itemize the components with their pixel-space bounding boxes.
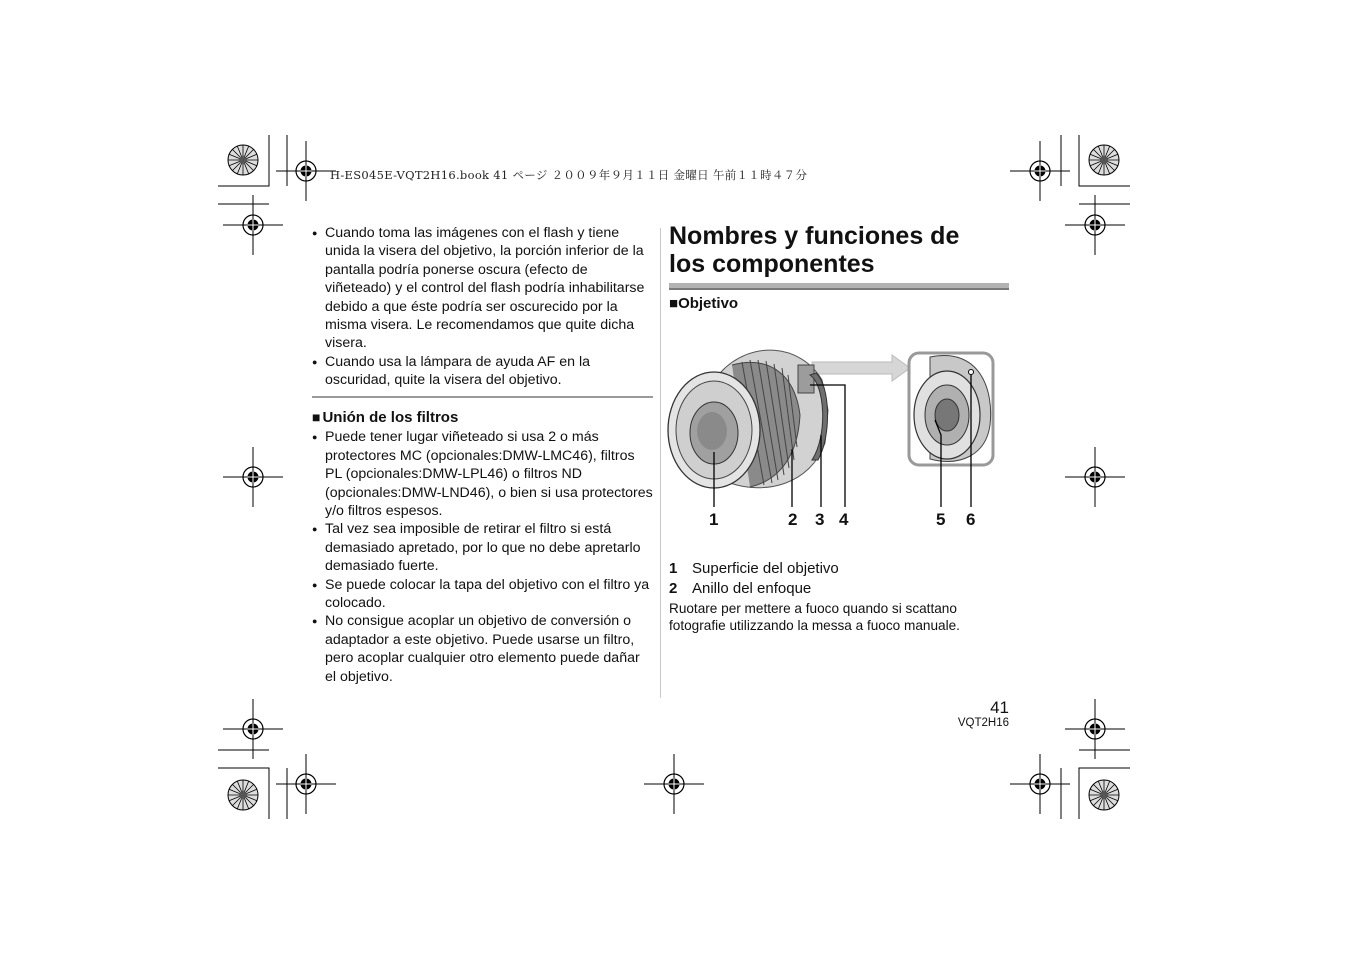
part-number: 1 [669, 560, 678, 577]
page-number: 41 [990, 698, 1009, 717]
filters-section [312, 408, 654, 686]
doc-code: VQT2H16 [957, 717, 1009, 729]
callout-label: 5 [936, 510, 946, 529]
page-title-line1: Nombres y funciones de [669, 222, 960, 250]
list-item: ● Se puede colocar la tapa del objetivo con el filtro ya colocado. [312, 576, 654, 613]
parts-list [669, 559, 1009, 634]
callout-label: 3 [815, 510, 825, 529]
part-description: Ruotare per mettere a fuoco quando si scattano fotografie utilizzando la messa a fuoco manuale. [669, 601, 960, 633]
callout-label: 4 [839, 510, 849, 529]
square-bullet-icon: ■ [669, 295, 679, 312]
list-item: ● No consigue acoplar un objetivo de conversión o adaptador a este objetivo. Puede usarse un filtro, pero acoplar cualquier otro elemento puede dañar el objetivo. [312, 612, 654, 686]
section-divider [312, 396, 653, 398]
title-rule [669, 283, 1009, 290]
part-label: Superficie del objetivo [692, 560, 839, 577]
square-bullet-icon: ■ [312, 409, 321, 425]
page-title-line2: los componentes [669, 250, 875, 278]
list-item: ● Puede tener lugar viñeteado si usa 2 o más protectores MC (opcionales:DMW-LMC46), filtros PL (opcionales:DMW-LPL46) o filtros ND (opcionales:DMW-LND46), o bien si usa protectores y/o filtros espesos. [312, 428, 654, 520]
lens-illustration [660, 335, 1010, 515]
part-number: 2 [669, 580, 678, 597]
print-header: H-ES045E-VQT2H16.book 41 ページ ２００９年９月１１日 金曜日 午前１１時４７分 [330, 168, 808, 182]
callout-label: 1 [709, 510, 719, 529]
arrow-right-icon [812, 355, 910, 381]
part-label: Anillo del enfoque [692, 580, 812, 597]
part-item [669, 579, 1009, 599]
left-column [312, 224, 654, 390]
part-item [669, 559, 1009, 579]
list-item: ● Tal vez sea imposible de retirar el filtro si está demasiado apretado, por lo que no debe apretarlo demasiado fuerte. [312, 520, 654, 575]
subheading [669, 295, 738, 312]
page-title [669, 222, 1009, 278]
list-item: ● Cuando toma las imágenes con el flash y tiene unida la visera del objetivo, la porción inferior de la pantalla podría ponerse oscura (efecto de viñeteado) y el control del flash podría inhabilitarse debido a que éste podría ser oscurecido por la misma visera. Le recomendamos que quite dicha visera. [312, 224, 654, 353]
subheading-text: Objetivo [678, 295, 739, 312]
section-heading [312, 408, 654, 427]
callout-label: 2 [788, 510, 798, 529]
section-heading-text: Unión de los filtros [322, 409, 459, 426]
callout-label: 6 [966, 510, 976, 529]
list-item: ● Cuando usa la lámpara de ayuda AF en la oscuridad, quite la visera del objetivo. [312, 353, 654, 390]
